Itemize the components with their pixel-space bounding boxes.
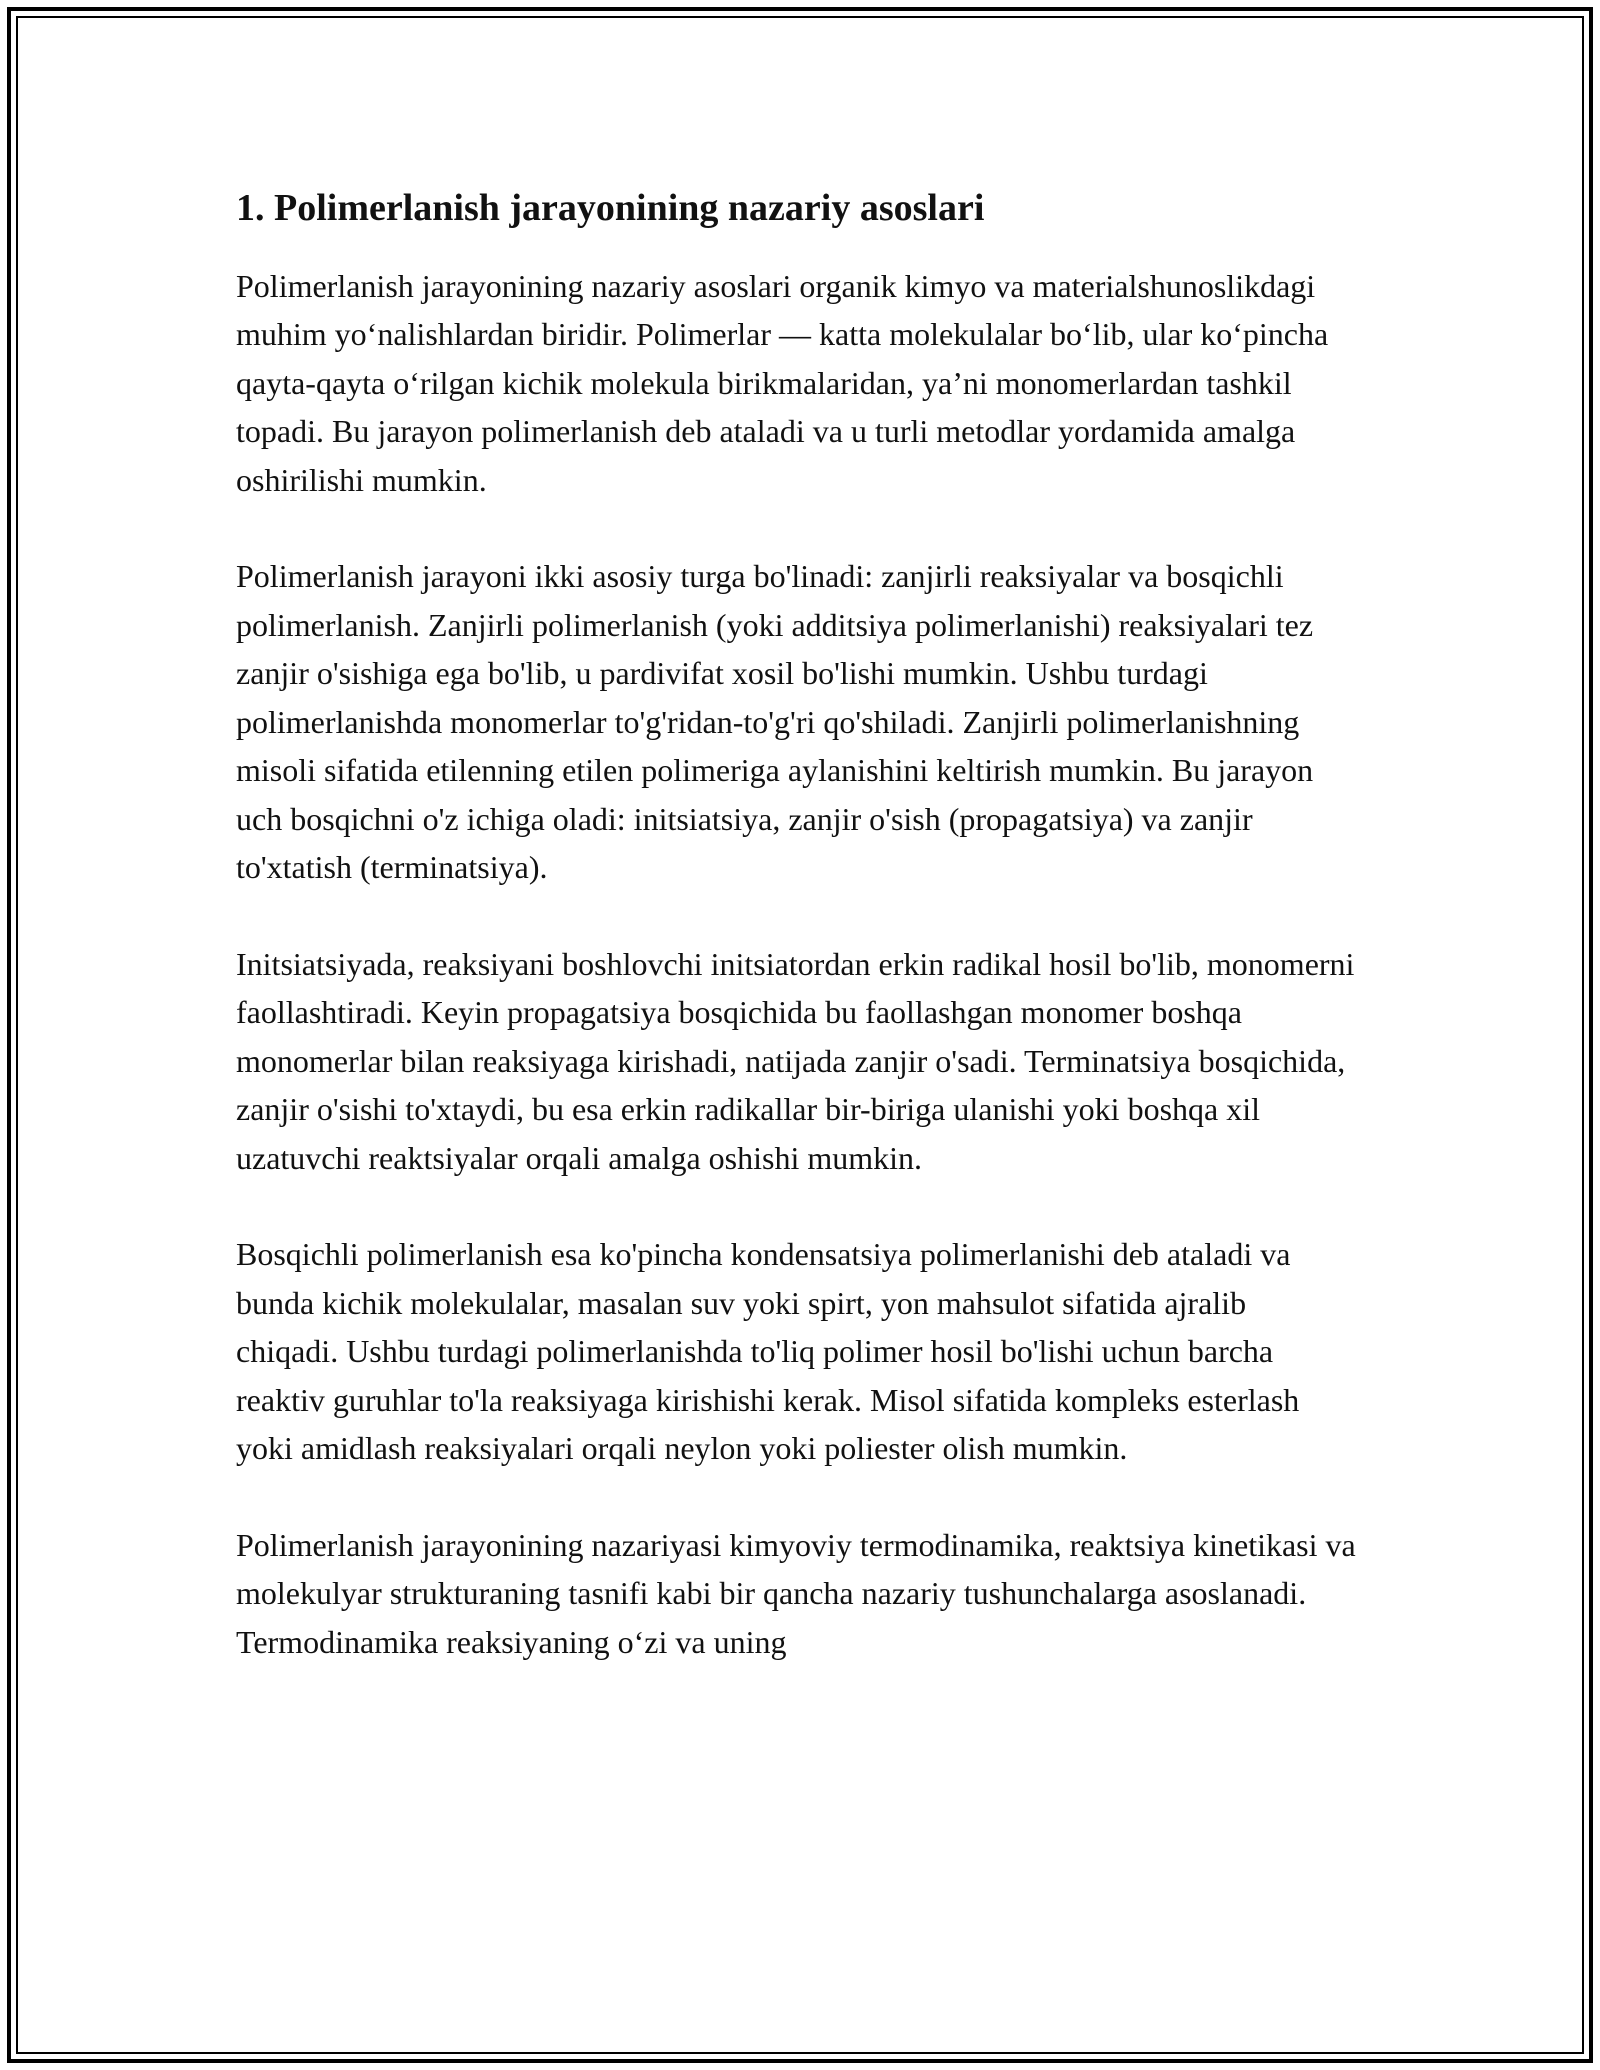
paragraph-2: Polimerlanish jarayoni ikki asosiy turga bo'linadi: zanjirli reaksiyalar va bosqichli polimerlanish. Zanjirli polimerlanish (yoki additsiya polimerlanishi) reaksiyalari tez zanjir o'sishiga ega bo'lib, u pardivifat xosil bo'lishi mumkin. Ushbu turdagi polimerlanishda monomerlar to'g'ridan-to'g'ri qo'shiladi. Zanjirli polimerlanishning misoli sifatida etilenning etilen polimeriga aylanishini keltirish mumkin. Bu jarayon uch bosqichni o'z ichiga oladi: initsiatsiya, zanjir o'sish (propagatsiya) va zanjir to'xtatish (terminatsiya).: [236, 558, 1314, 886]
paragraph-4: Bosqichli polimerlanish esa ko'pincha kondensatsiya polimerlanishi deb ataladi va bunda kichik molekulalar, masalan suv yoki spirt, yon mahsulot sifatida ajralib chiqadi. Ushbu turdagi polimerlanishda to'liq polimer hosil bo'lishi uchun barcha reaktiv guruhlar to'la reaksiyaga kirishishi kerak. Misol sifatida kompleks esterlash yoki amidlash reaksiyalari orqali neylon yoki poliester olish mumkin.: [236, 1236, 1300, 1467]
paragraph-3: Initsiatsiyada, reaksiyani boshlovchi initsiatordan erkin radikal hosil bo'lib, monomerni faollashtiradi. Keyin propagatsiya bosqichida bu faollashgan monomer boshqa monomerlar bilan reaksiyaga kirishadi, natijada zanjir o'sadi. Terminatsiya bosqichida, zanjir o'sishi to'xtaydi, bu esa erkin radikallar bir-biriga ulanishi yoki boshqa xil uzatuvchi reaktsiyalar orqali amalga oshishi mumkin.: [236, 945, 1355, 1176]
section-heading: 1. Polimerlanish jarayonining nazariy asoslari: [236, 187, 985, 229]
paragraph-1: Polimerlanish jarayonining nazariy asoslari organik kimyo va materialshunoslikdagi muhim yo‘nalishlardan biridir. Polimerlar — katta molekulalar bo‘lib, ular ko‘pincha qayta-qayta o‘rilgan kichik molekula birikmalaridan, ya’ni monomerlardan tashkil topadi. Bu jarayon polimerlanish deb ataladi va u turli metodlar yordamida amalga oshirilishi mumkin.: [236, 267, 1329, 498]
paragraph-5: Polimerlanish jarayonining nazariyasi kimyoviy termodinamika, reaktsiya kinetikasi va molekulyar strukturaning tasnifi kabi bir qancha nazariy tushunchalarga asoslanadi. Termodinamika reaksiyaning o‘zi va uning: [236, 1526, 1356, 1660]
document-body: [236, 186, 1356, 1714]
